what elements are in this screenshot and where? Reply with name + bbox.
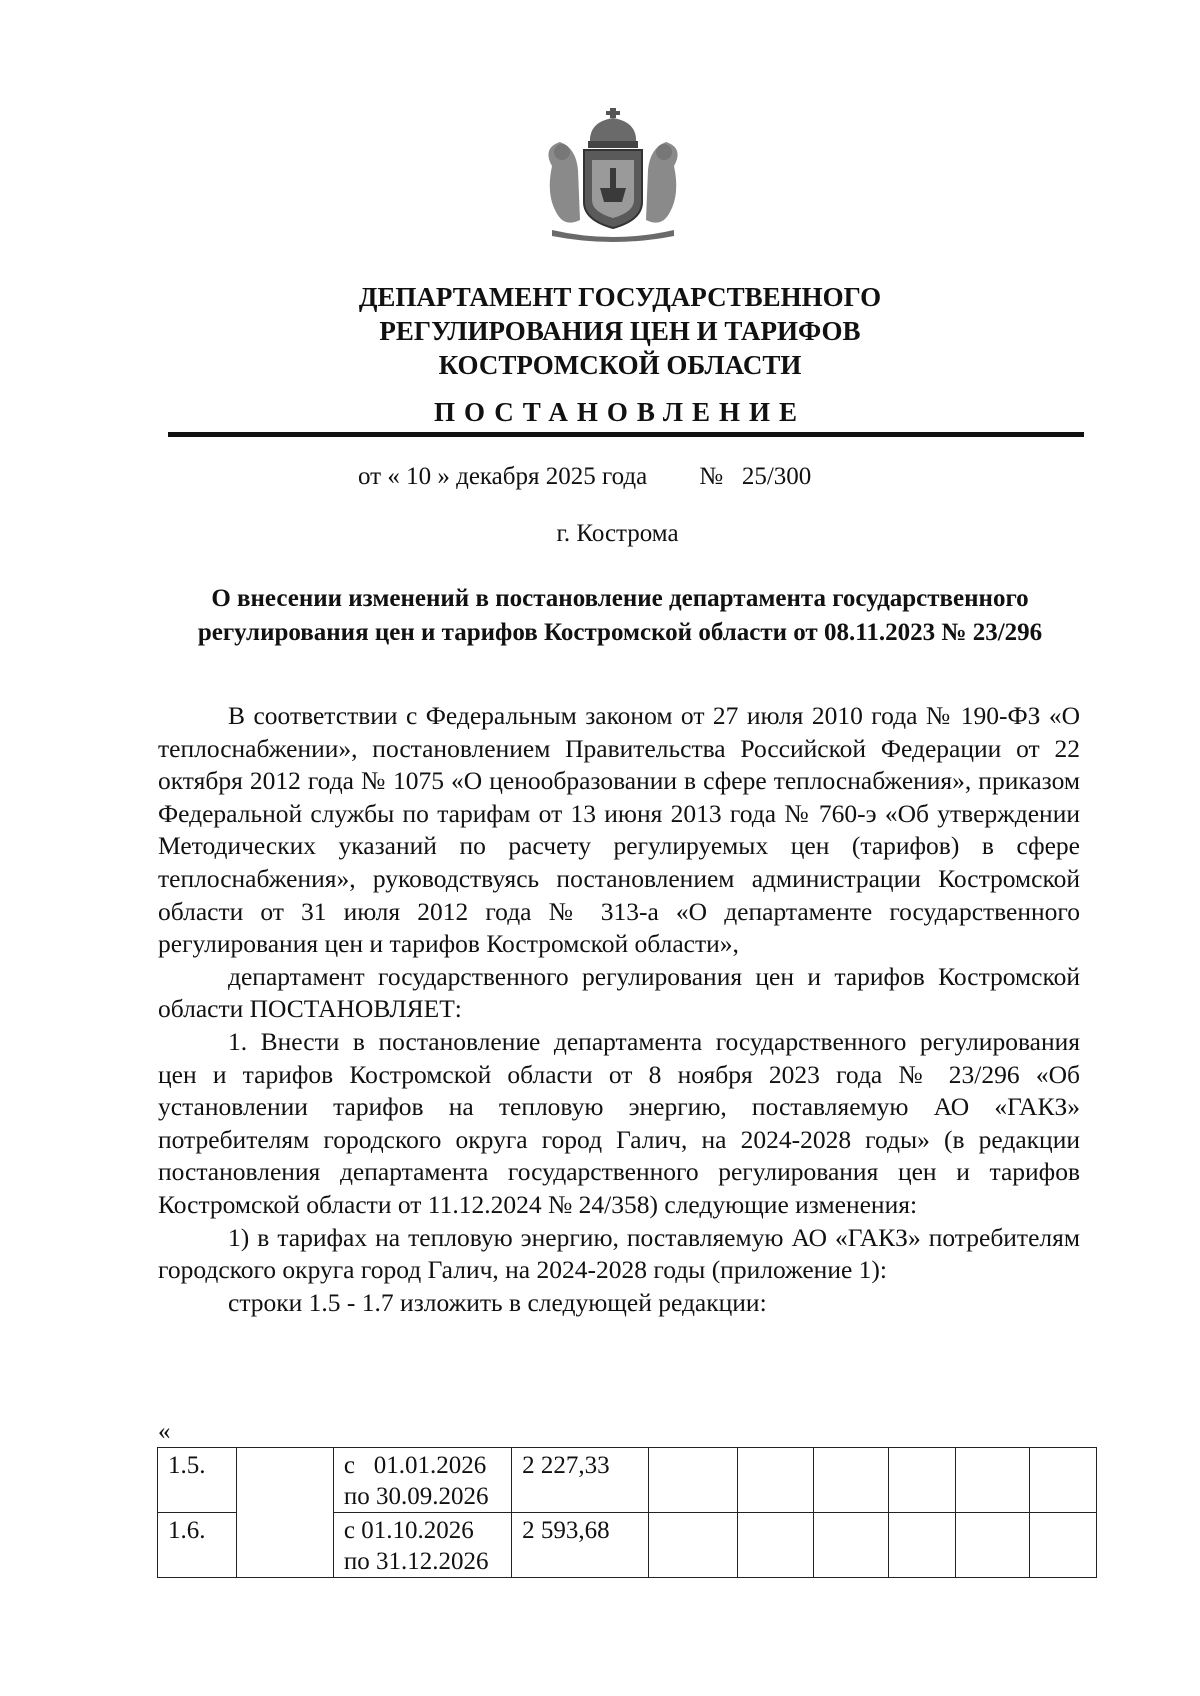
department-header-line: ДЕПАРТАМЕНТ ГОСУДАРСТВЕННОГО bbox=[358, 282, 882, 312]
department-header-line: КОСТРОМСКОЙ ОБЛАСТИ bbox=[438, 350, 802, 380]
empty-cell bbox=[814, 1448, 889, 1513]
subject-line: регулирования цен и тарифов Костромской области от 08.11.2023 № 23/296 bbox=[197, 619, 1043, 646]
empty-cell bbox=[649, 1448, 737, 1513]
subject-line: О внесении изменений в постановление департамента государственного bbox=[211, 585, 1029, 612]
coat-of-arms-emblem bbox=[538, 108, 688, 244]
body-paragraph: 1. Внести в постановление департамента государственного регулирования цен и тарифов Костромской области от 8 ноября 2023 года № 23/296 «Об установлении тарифов на тепловую энергию, поставляемую АО «ГАКЗ» потребителям городского округа город Галич, на 2024-2028 годы» (в редакции постановления департамента государственного регулирования цен и тарифов Костромской области от 11.12.2024 № 24/358) следующие изменения: bbox=[158, 1026, 1080, 1219]
merged-empty-cell bbox=[237, 1448, 334, 1578]
body-paragraph: В соответствии с Федеральным законом от 27 июля 2010 года № 190-ФЗ «О теплоснабжении», постановлением Правительства Российской Федерации от 22 октября 2012 года № 1075 «О ценообразовании в сфере теплоснабжения», приказом Федеральной службы по тарифам от 13 июня 2013 года № 760-э «Об утверждении Методических указаний по расчету регулируемых цен (тарифов) в сфере теплоснабжения», руководствуясь постановлением администрации Костромской области от 31 июля 2012 года № 313-а «О департаменте государственного регулирования цен и тарифов Костромской области», bbox=[158, 701, 1080, 959]
document-number: № 25/300 bbox=[699, 463, 812, 490]
period-from: с 01.01.2026 bbox=[343, 1452, 487, 1479]
table-row bbox=[158, 1448, 1097, 1513]
empty-cell bbox=[737, 1448, 814, 1513]
row-number: 1.6. bbox=[158, 1513, 237, 1578]
period-from: с 01.10.2026 bbox=[343, 1517, 474, 1544]
period-cell bbox=[333, 1448, 511, 1513]
empty-cell bbox=[889, 1513, 955, 1578]
empty-cell bbox=[649, 1513, 737, 1578]
empty-cell bbox=[955, 1513, 1030, 1578]
body-paragraph: департамент государственного регулирования цен и тарифов Костромской области ПОСТАНОВЛЯЕТ: bbox=[158, 961, 1080, 1024]
department-header-line: РЕГУЛИРОВАНИЯ ЦЕН И ТАРИФОВ bbox=[379, 316, 861, 346]
document-date: от « 10 » декабря 2025 года bbox=[358, 463, 648, 490]
empty-cell bbox=[889, 1448, 955, 1513]
document-body bbox=[158, 700, 1080, 1319]
opening-quote: « bbox=[158, 1418, 171, 1445]
empty-cell bbox=[955, 1448, 1030, 1513]
body-paragraph: строки 1.5 - 1.7 изложить в следующей редакции: bbox=[228, 1287, 767, 1317]
period-to: по 30.09.2026 bbox=[343, 1483, 489, 1510]
tariff-table bbox=[157, 1447, 1097, 1578]
row-number: 1.5. bbox=[158, 1448, 237, 1513]
period-to: по 31.12.2026 bbox=[343, 1548, 489, 1575]
document-subject bbox=[160, 582, 1080, 650]
empty-cell bbox=[814, 1513, 889, 1578]
header-divider bbox=[168, 432, 1084, 437]
empty-cell bbox=[1030, 1448, 1097, 1513]
department-header bbox=[160, 280, 1080, 382]
city-name: г. Кострома bbox=[556, 520, 679, 547]
tariff-value: 2 227,33 bbox=[512, 1448, 649, 1513]
period-cell bbox=[333, 1513, 511, 1578]
tariff-value: 2 593,68 bbox=[512, 1513, 649, 1578]
document-type-title: ПОСТАНОВЛЕНИЕ bbox=[433, 397, 807, 427]
empty-cell bbox=[1030, 1513, 1097, 1578]
date-and-number bbox=[358, 463, 811, 491]
empty-cell bbox=[737, 1513, 814, 1578]
body-paragraph: 1) в тарифах на тепловую энергию, поставляемую АО «ГАКЗ» потребителям городского округа город Галич, на 2024-2028 годы (приложение 1): bbox=[158, 1222, 1080, 1285]
